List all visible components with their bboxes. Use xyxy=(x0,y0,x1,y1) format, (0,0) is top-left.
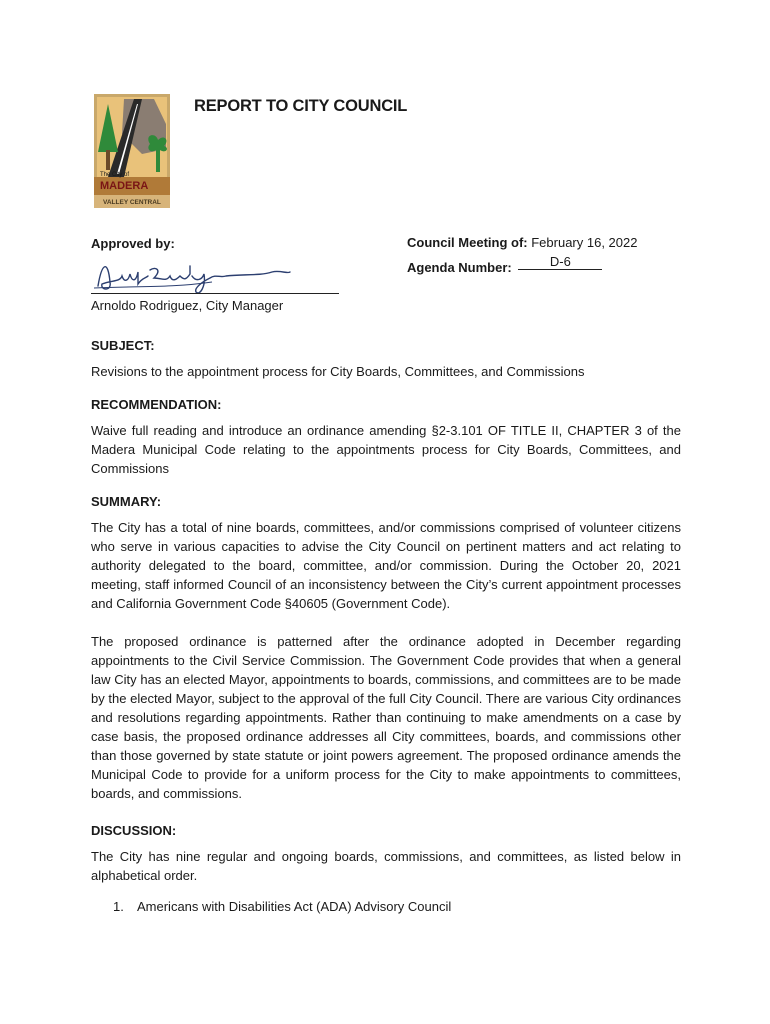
subject-text: Revisions to the appointment process for City Boards, Committees, and Commissions xyxy=(91,364,585,379)
signer-name: Arnoldo Rodriguez, City Manager xyxy=(91,298,284,313)
city-of-madera-logo xyxy=(94,94,170,208)
boards-list xyxy=(91,897,681,916)
council-meeting-date: February 16, 2022 xyxy=(531,235,638,250)
discussion-text: The City has nine regular and ongoing boards, commissions, and committees, as listed below in alphabetical order. xyxy=(91,849,681,883)
discussion-heading: DISCUSSION: xyxy=(91,823,177,838)
report-body xyxy=(91,336,681,916)
agenda-number xyxy=(407,254,602,276)
summary-heading: SUMMARY: xyxy=(91,494,162,509)
summary-paragraph-1: The City has a total of nine boards, committees, and/or commissions comprised of volunteer citizens who serve in various capacities to advise the City Council on pertinent matters and act relating to authority delegated to the board, committee, and/or commission. During the October 20, 2021 meeting, staff informed Council of an inconsistency between the City’s current appointment processes and California Government Code §40605 (Government Code). xyxy=(91,520,681,611)
council-meeting xyxy=(407,235,637,250)
agenda-number-label: Agenda Number: xyxy=(407,260,512,275)
list-item-text: Americans with Disabilities Act (ADA) Advisory Council xyxy=(137,899,452,914)
council-meeting-label: Council Meeting of: xyxy=(407,235,528,250)
agenda-number-value: D-6 xyxy=(518,254,602,270)
recommendation-heading: RECOMMENDATION: xyxy=(91,397,222,412)
report-title: REPORT TO CITY COUNCIL xyxy=(194,97,408,115)
list-item-number: 1. xyxy=(113,899,124,914)
signature-line xyxy=(91,293,339,294)
recommendation-text: Waive full reading and introduce an ordinance amending §2-3.101 OF TITLE II, CHAPTER 3 of the Madera Municipal Code relating to the appointments process for City Boards, Committees, and Commissions xyxy=(91,423,681,476)
logo-line1: The City of xyxy=(100,172,130,178)
logo-line2: MADERA xyxy=(100,180,149,192)
list-item xyxy=(91,897,681,916)
subject-heading: SUBJECT: xyxy=(91,338,155,353)
logo-line3: VALLEY CENTRAL xyxy=(103,199,161,206)
approved-by-label: Approved by: xyxy=(91,236,175,251)
summary-paragraph-2: The proposed ordinance is patterned after the ordinance adopted in December regarding appointments to the Civil Service Commission. The Government Code provides that when a general law City has an elected Mayor, appointments to boards, commissions, and committees are to be made by the elected Mayor, subject to the approval of the full City Council. There are various City ordinances and resolutions regarding appointments. Rather than continuing to make amendments on a case by case basis, the proposed ordinance addresses all City committees, boards, and commissions other than those governed by state statute or joint powers agreement. The proposed ordinance amends the Municipal Code to provide for a uniform process for the City to make appointments to committees, boards, and commissions. xyxy=(91,634,681,801)
